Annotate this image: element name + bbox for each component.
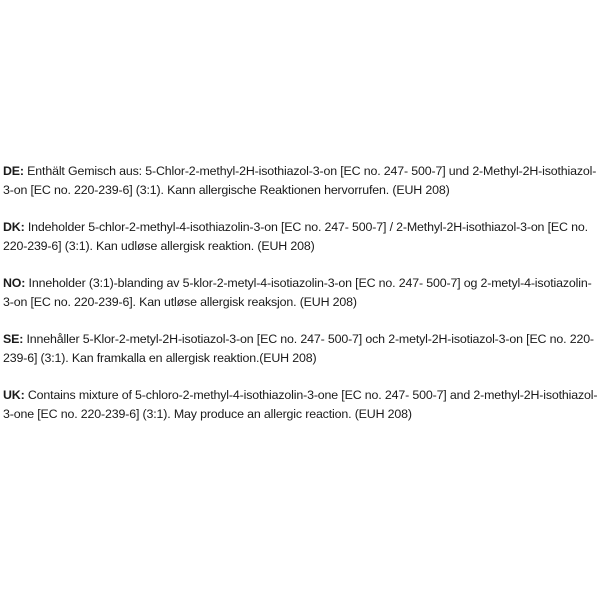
paragraph-dk [3, 218, 599, 256]
language-code-de: DE: [3, 164, 24, 178]
language-code-no: NO: [3, 276, 26, 290]
paragraph-text-de: Enthält Gemisch aus: 5-Chlor-2-methyl-2H-isothiazol-3-on [EC no. 247- 500-7] und 2-Methyl-2H-isothiazol-3-on [EC no. 220-239-6] (3:1). Kann allergische Reaktionen hervorrufen. (EUH 208) [3, 164, 597, 197]
paragraph-text-se: Innehåller 5-Klor-2-metyl-2H-isotiazol-3-on [EC no. 247- 500-7] och 2-metyl-2H-isotiazol-3-on [EC no. 220-239-6] (3:1). Kan framkalla en allergisk reaktion.(EUH 208) [3, 332, 594, 365]
language-code-uk: UK: [3, 388, 25, 402]
paragraph-no [3, 274, 599, 312]
paragraph-uk [3, 386, 599, 424]
paragraph-se [3, 330, 599, 368]
paragraph-text-uk: Contains mixture of 5-chloro-2-methyl-4-isothiazolin-3-one [EC no. 247- 500-7] and 2-methyl-2H-isothiazol-3-one [EC no. 220-239-6] (3:1). May produce an allergic reaction. (EUH 208) [3, 388, 598, 421]
paragraph-text-no: Inneholder (3:1)-blanding av 5-klor-2-metyl-4-isotiazolin-3-on [EC no. 247- 500-7] og 2-metyl-4-isotiazolin-3-on [EC no. 220-239-6]. Kan utløse allergisk reaksjon. (EUH 208) [3, 276, 592, 309]
language-code-se: SE: [3, 332, 24, 346]
paragraph-text-dk: Indeholder 5-chlor-2-methyl-4-isothiazolin-3-on [EC no. 247- 500-7] / 2-Methyl-2H-isothiazol-3-on [EC no. 220-239-6] (3:1). Kan udløse allergisk reaktion. (EUH 208) [3, 220, 588, 253]
language-code-dk: DK: [3, 220, 25, 234]
label-text-block [3, 162, 599, 442]
paragraph-de [3, 162, 599, 200]
